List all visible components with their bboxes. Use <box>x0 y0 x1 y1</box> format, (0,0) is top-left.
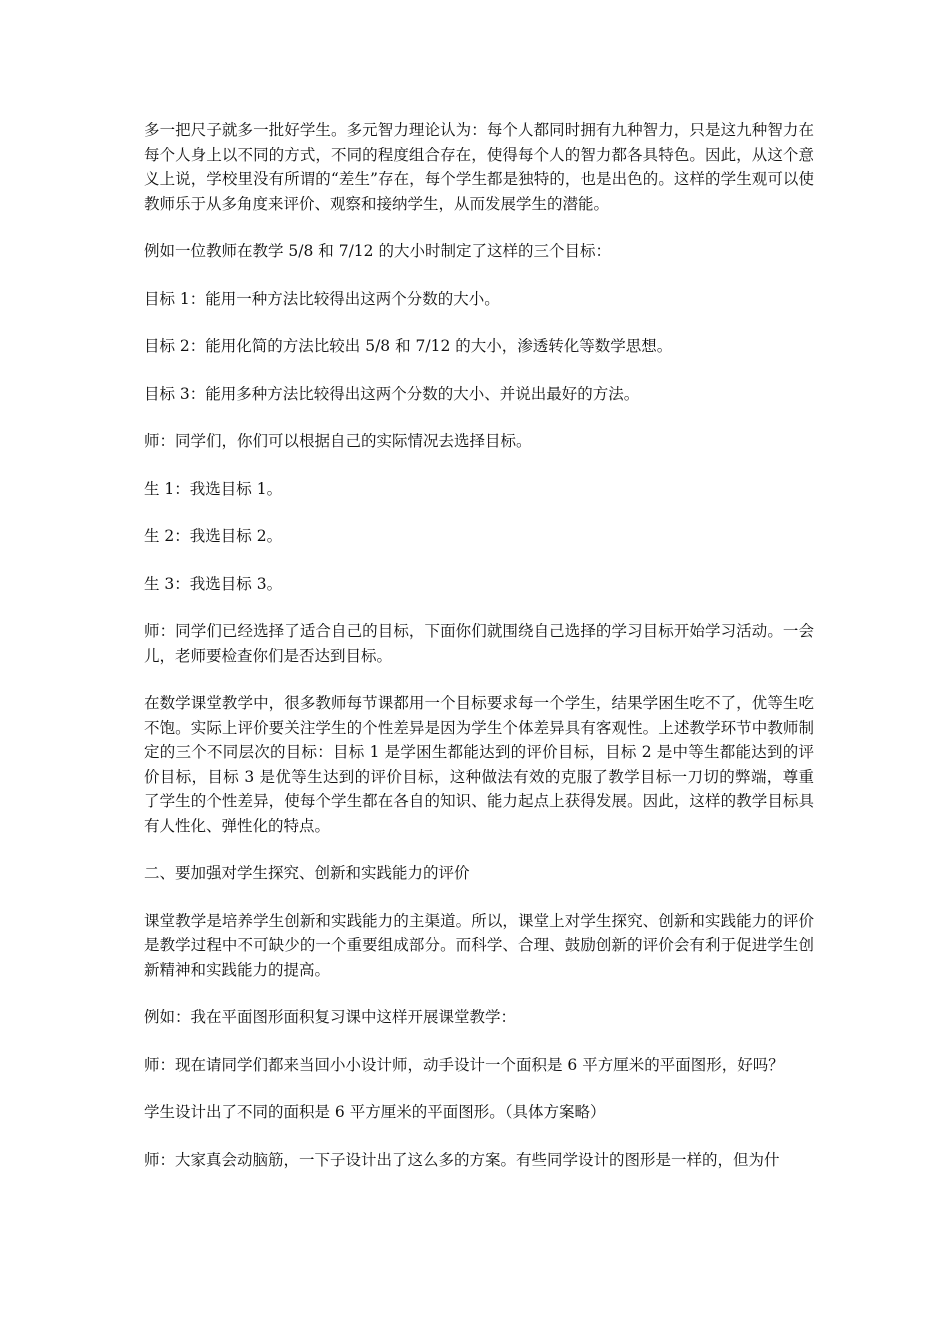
paragraph-teacher-praise: 师：大家真会动脑筋，一下子设计出了这么多的方案。有些同学设计的图形是一样的，但为什 <box>144 1150 780 1169</box>
section-heading-2: 二、要加强对学生探究、创新和实践能力的评价 <box>144 864 470 882</box>
paragraph-example-area: 例如：我在平面图形面积复习课中这样开展课堂教学： <box>144 1008 517 1026</box>
paragraph-goal-3: 目标 3：能用多种方法比较得出这两个分数的大小、并说出最好的方法。 <box>144 384 640 403</box>
paragraph-teacher-choose: 师：同学们，你们可以根据自己的实际情况去选择目标。 <box>144 432 532 450</box>
paragraph-example-intro: 例如一位教师在教学 5/8 和 7/12 的大小时制定了这样的三个目标： <box>144 242 611 260</box>
paragraph-student-2: 生 2：我选目标 2。 <box>144 527 283 545</box>
paragraph-student-1: 生 1：我选目标 1。 <box>144 479 283 498</box>
paragraph-multiple-intelligences: 多一把尺子就多一批好学生。多元智力理论认为：每个人都同时拥有九种智力，只是这九种智力在每个人身上以不同的方式，不同的程度组合存在，使得每个人的智力都各具特色。因此，从这个意义上说，学校里没有所谓的“差生”存在，每个学生都是独特的，也是出色的。这样的学生观可以使教师乐于从多角度来评价、观察和接纳学生，从而发展学生的潜能。 <box>144 121 814 213</box>
paragraph-analysis: 在数学课堂教学中，很多教师每节课都用一个目标要求每一个学生，结果学困生吃不了，优等生吃不饱。实际上评价要关注学生的个性差异是因为学生个体差异具有客观性。上述教学环节中教师制定的三个不同层次的目标：目标 1 是学困生都能达到的评价目标，目标 2 是中等生都能达到的评价目标，目标 3 是优等生达到的评价目标，这种做法有效的克服了教学目标一刀切的弊端，尊重了学生的个性差异，使每个学生都在各自的知识、能力起点上获得发展。因此，这样的教学目标具有人性化、弹性化的特点。 <box>144 694 814 835</box>
paragraph-teacher-start: 师：同学们已经选择了适合自己的目标，下面你们就围绕自己选择的学习目标开始学习活动。一会儿，老师要检查你们是否达到目标。 <box>144 622 814 665</box>
document-page <box>144 118 814 1195</box>
paragraph-innovation: 课堂教学是培养学生创新和实践能力的主渠道。所以，课堂上对学生探究、创新和实践能力的评价是教学过程中不可缺少的一个重要组成部分。而科学、合理、鼓励创新的评价会有利于促进学生创新精神和实践能力的提高。 <box>144 911 814 979</box>
paragraph-teacher-design: 师：现在请同学们都来当回小小设计师，动手设计一个面积是 6 平方厘米的平面图形，好吗？ <box>144 1055 784 1074</box>
paragraph-goal-1: 目标 1：能用一种方法比较得出这两个分数的大小。 <box>144 289 500 308</box>
paragraph-student-3: 生 3：我选目标 3。 <box>144 574 283 593</box>
paragraph-goal-2: 目标 2：能用化简的方法比较出 5/8 和 7/12 的大小，渗透转化等数学思想。 <box>144 337 673 355</box>
paragraph-student-design: 学生设计出了不同的面积是 6 平方厘米的平面图形。（具体方案略） <box>144 1103 606 1121</box>
